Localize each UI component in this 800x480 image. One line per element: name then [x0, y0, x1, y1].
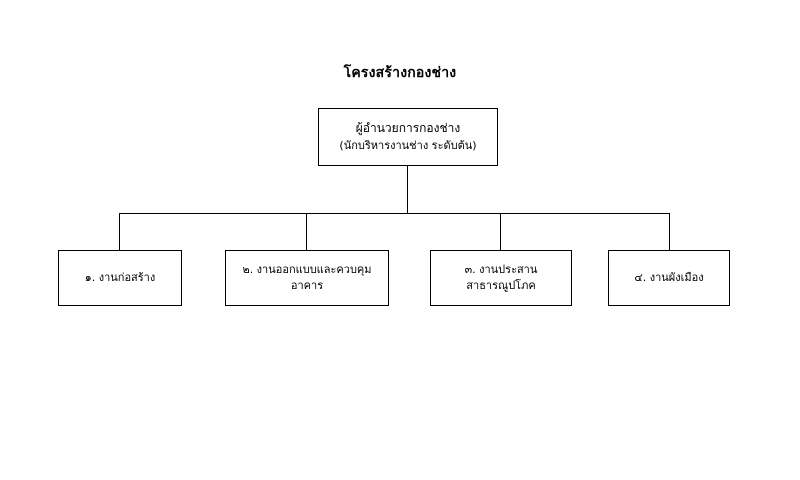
node-director[interactable]: [318, 108, 498, 166]
node-design-and-building-control-label: ๒. งานออกแบบและควบคุมอาคาร: [242, 263, 372, 292]
connector-branch-2: [306, 213, 307, 250]
connector-branch-4: [669, 213, 670, 250]
connector-horizontal-bus: [119, 213, 670, 214]
node-town-planning[interactable]: [608, 250, 730, 306]
node-construction-work-label: ๑. งานก่อสร้าง: [84, 271, 156, 285]
page-title: โครงสร้างกองช่าง: [343, 65, 457, 81]
node-director-title: ผู้อำนวยการกองช่าง: [355, 121, 461, 136]
node-construction-work[interactable]: [58, 250, 182, 306]
node-public-utilities-coordination-label: ๓. งานประสานสาธารณูปโภค: [464, 263, 538, 292]
node-director-subtitle: (นักบริหารงานช่าง ระดับต้น): [339, 138, 477, 152]
node-design-and-building-control[interactable]: [225, 250, 389, 306]
node-town-planning-label: ๔. งานผังเมือง: [634, 271, 704, 285]
connector-branch-1: [119, 213, 120, 250]
connector-branch-3: [500, 213, 501, 250]
connector-root-vertical: [407, 166, 408, 214]
node-public-utilities-coordination[interactable]: [430, 250, 572, 306]
